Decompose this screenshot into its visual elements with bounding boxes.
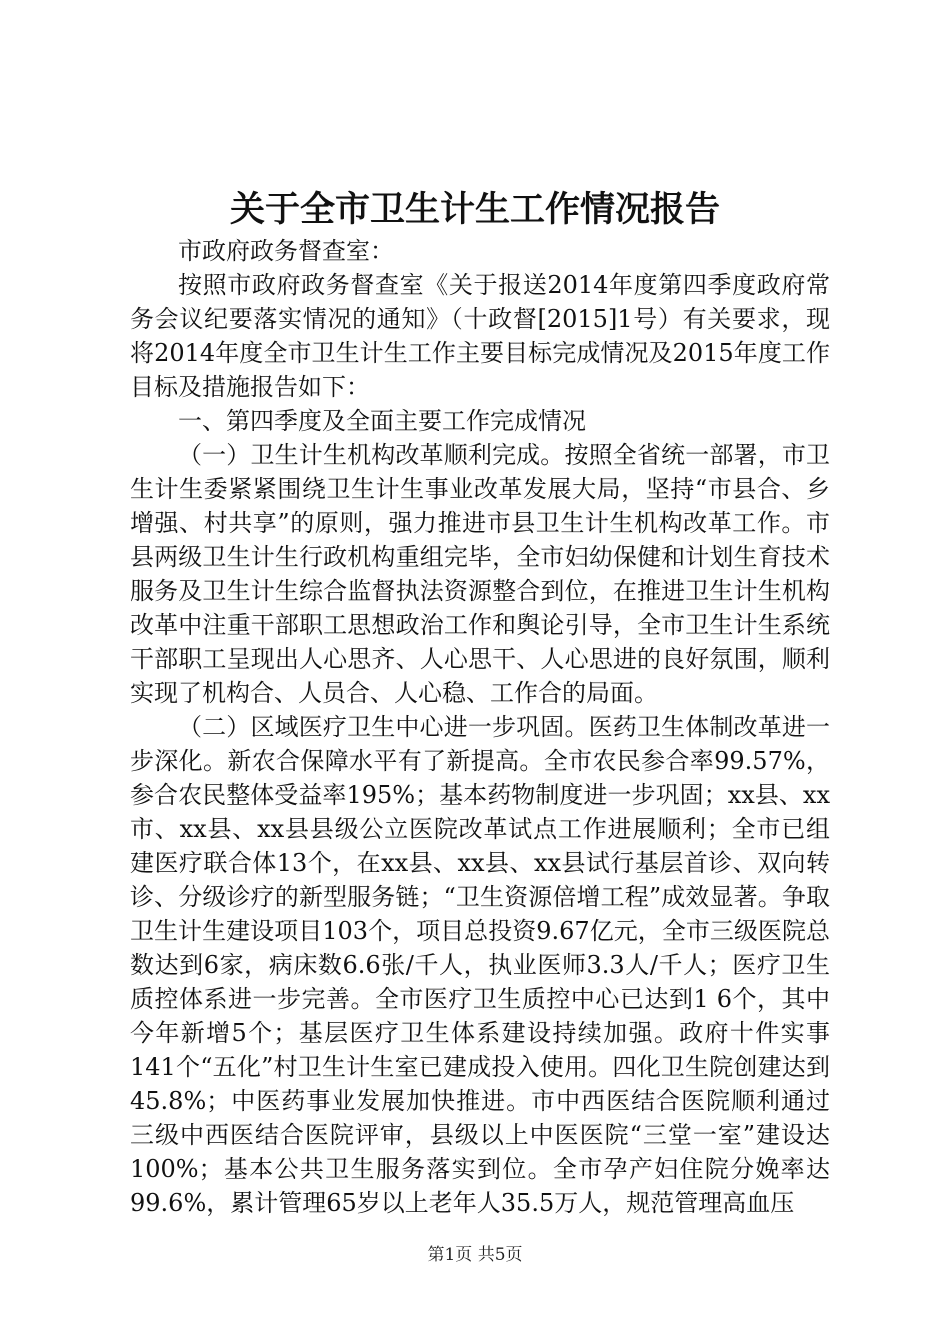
paragraph-section-2: （二）区域医疗卫生中心进一步巩固。医药卫生体制改革进一步深化。新农合保障水平有了新提高。全市农民参合率99.57%，参合农民整体受益率195%；基本药物制度进一步巩固；xx县、xx市、xx县、xx县县级公立医院改革试点工作进展顺利；全市已组建医疗联合体13个，在xx县、xx县、xx县试行基层首诊、双向转诊、分级诊疗的新型服务链；“卫生资源倍增工程”成效显著。争取卫生计生建设项目103个，项目总投资9.67亿元，全市三级医院总数达到6家，病床数6.6张/千人，执业医师3.3人/千人；医疗卫生质控体系进一步完善。全市医疗卫生质控中心已达到1 6个，其中今年新增5个；基层医疗卫生体系建设持续加强。政府十件实事141个“五化”村卫生计生室已建成投入使用。四化卫生院创建达到45.8%；中医药事业发展加快推进。市中西医结合医院顺利通过三级中西医结合医院评审，县级以上中医医院“三堂一室”建设达100%；基本公共卫生服务落实到位。全市孕产妇住院分娩率达99.6%，累计管理65岁以上老年人35.5万人，规范管理高血压	[130, 713, 830, 1217]
salutation: 市政府政务督查室：	[178, 237, 394, 265]
paragraph-section-1: （一）卫生计生机构改革顺利完成。按照全省统一部署，市卫生计生委紧紧围绕卫生计生事业改革发展大局，坚持“市县合、乡增强、村共享”的原则，强力推进市县卫生计生机构改革工作。市县两级卫生计生行政机构重组完毕，全市妇幼保健和计划生育技术服务及卫生计生综合监督执法资源整合到位，在推进卫生计生机构改革中注重干部职工思想政治工作和舆论引导，全市卫生计生系统干部职工呈现出人心思齐、人心思干、人心思进的良好氛围，顺利实现了机构合、人员合、人心稳、工作合的局面。	[130, 441, 830, 707]
section-heading: 一、第四季度及全面主要工作完成情况	[178, 407, 586, 435]
paragraph-intro: 按照市政府政务督查室《关于报送2014年度第四季度政府常务会议纪要落实情况的通知》（十政督[2015]1号）有关要求，现将2014年度全市卫生计生工作主要目标完成情况及2015年度工作目标及措施报告如下：	[130, 271, 830, 401]
document-title: 关于全市卫生计生工作情况报告	[229, 189, 720, 230]
page-footer: 第1页 共5页	[427, 1245, 523, 1265]
document-body	[130, 234, 830, 1220]
